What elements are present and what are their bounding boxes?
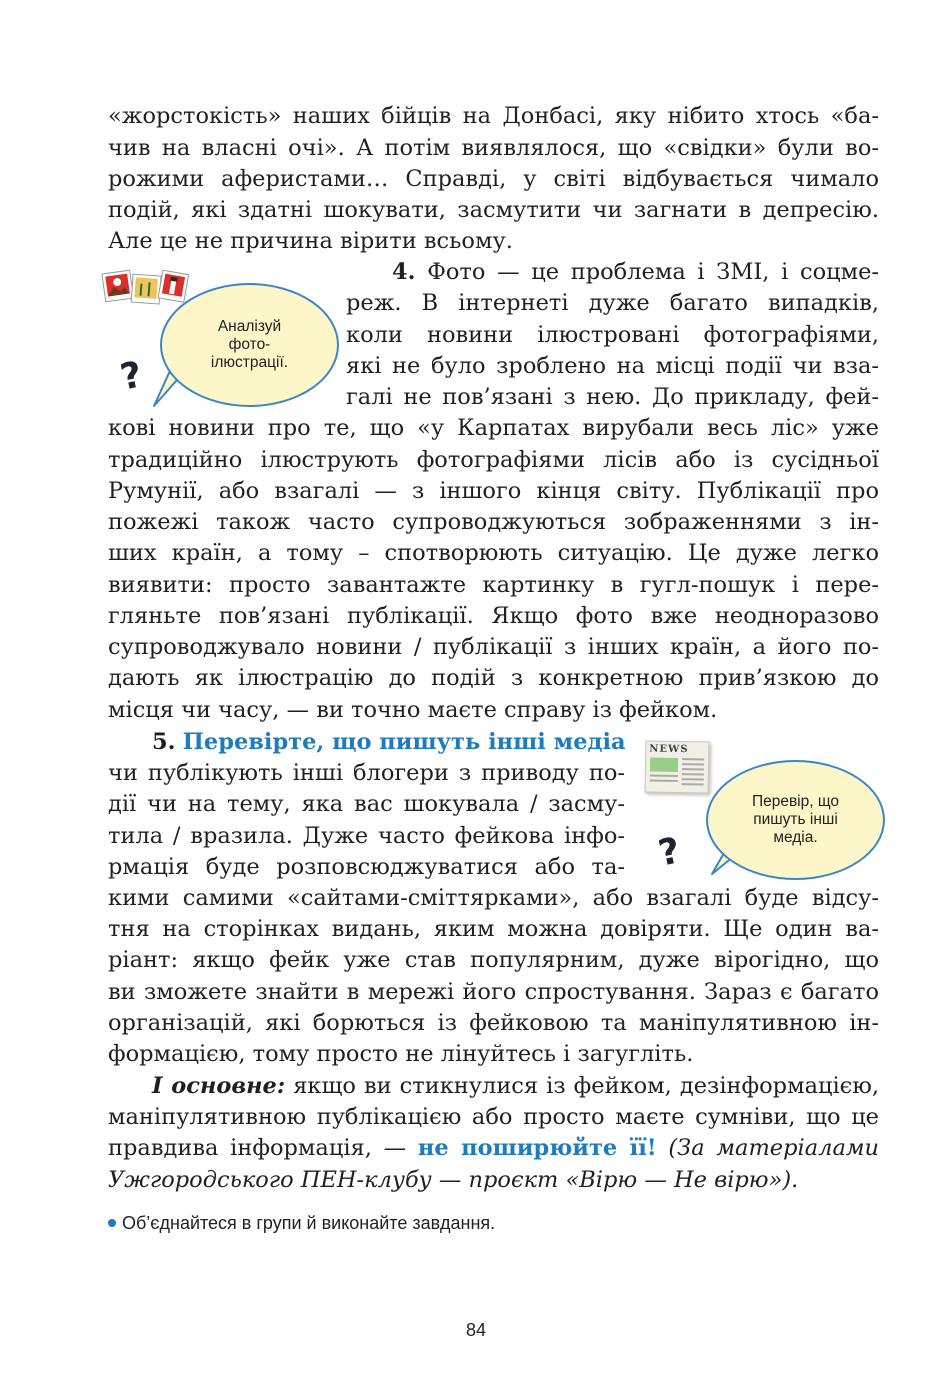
text-line: чив на власні очі». А потім виявлялося, що «свідки» були во- [108,135,879,161]
text-line: Але це не причина вірити всьому. [108,228,513,254]
text-line [152,1071,879,1102]
newspaper-icon [645,740,710,793]
task-instruction [108,1213,495,1234]
bubble-line: фото- [228,336,271,353]
text-line: коли новини ілюстровані фотографіями, [346,322,879,348]
text-line: кові новини про те, що «у Карпатах вирубали весь ліс» уже [108,415,879,441]
text-line: дають як ілюстрацію до подій з конкретною прив’язкою до [108,665,879,691]
text-line: організацій, які борються із фейковою та маніпулятивною ін- [108,1010,879,1036]
photo-cards-icon [100,268,190,310]
text-line: місця чи часу, — ви точно маєте справу із фейком. [108,697,718,723]
text-line: «жорстокість» наших бійців на Донбасі, яку нібито хтось «ба- [108,103,879,129]
task-text: Об’єднайтеся в групи й виконайте завдання. [122,1213,496,1233]
text-line: Румунії, або взагалі — з іншого кінця світу. Публікації про [108,478,879,504]
text-line: виявити: просто завантажте картинку в гугл-пошук і пере- [108,572,879,598]
text-line [392,257,879,288]
bubble-line: ілюстрації. [210,354,289,371]
text-line: гляньте пов’язані публікації. Якщо фото вже неодноразово [108,603,879,629]
text-line: тня на сторінках видань, яким можна довіряти. Ще один ва- [108,916,879,942]
text-line: реж. В інтернеті дуже багато випадків, [346,290,879,316]
text-line: які не було зроблено на місці події чи вза- [346,353,879,379]
bubble-line: пишуть інші [753,811,838,828]
source-citation: (За матеріалами [656,1135,879,1161]
text-line-content: якщо ви стикнулися із фейком, дезінформацією, [285,1073,879,1099]
bubble-line: Аналізуй [217,318,282,335]
section-number: 5. [152,729,176,755]
text-line: ших країн, а тому – спотворюють ситуацію. Це дуже легко [108,540,879,566]
text-line: традиційно ілюструють фотографіями лісів або із сусідньої [108,447,879,473]
text-line: подій, які здатні шокувати, засмутити чи загнати в депресію. [108,197,879,223]
text-line [108,1133,879,1164]
section-heading [152,727,625,758]
text-line: ріант: якщо фейк уже став популярним, дуже вірогідно, що [108,947,879,973]
section-title: Перевірте, що пишуть інші медіа [182,729,626,755]
text-line: маніпулятивною публікацією або просто маєте сумніви, що це [108,1104,879,1130]
source-citation: Ужгородського ПЕН-клубу — проєкт «Вірю — Не вірю»). [108,1167,799,1193]
newspaper-title: NEWS [649,743,689,756]
text-line: дії чи на тему, яка вас шокувала / засму- [108,791,625,817]
text-line: супроводжувало новини / публікації з інших країн, а його по- [108,634,879,660]
text-line: рожими аферистами… Справді, у світі відбувається чимало [108,166,879,192]
text-line: тила / вразила. Дуже часто фейкова інфо- [108,823,625,849]
bullet-icon [108,1219,116,1227]
text-line: ви зможете знайти в мережі його спростування. Зараз є багато [108,979,879,1005]
question-mark-icon: ? [654,830,684,875]
speech-bubble-check-media [706,760,885,880]
highlight-warning: не поширюйте її! [417,1135,657,1161]
page-number: 84 [465,1320,487,1340]
bubble-line: Перевір, що [751,793,840,810]
text-line: чи публікують інші блогери з приводу по- [108,760,625,786]
bubble-line: медіа. [773,829,818,846]
question-mark-icon: ? [116,354,146,399]
text-line: формацією, тому просто не лінуйтесь і загугліть. [108,1041,694,1067]
section-number: 4. [392,259,416,285]
text-line: рмація буде розповсюджуватися або та- [108,854,625,880]
conclusion-lead: І основне: [152,1073,286,1099]
text-line-content: Фото — це проблема і ЗМІ, і соцме- [427,259,879,285]
text-line: галі не пов’язані з нею. До прикладу, фей- [346,384,879,410]
text-line: кими самими «сайтами-сміттярками», або взагалі буде відсу- [108,885,879,911]
text-line: пожежі також часто супроводжуються зображеннями з ін- [108,509,879,535]
text-line-content: правдива інформація, — [108,1135,418,1161]
speech-bubble-analyze-photos [160,283,339,407]
